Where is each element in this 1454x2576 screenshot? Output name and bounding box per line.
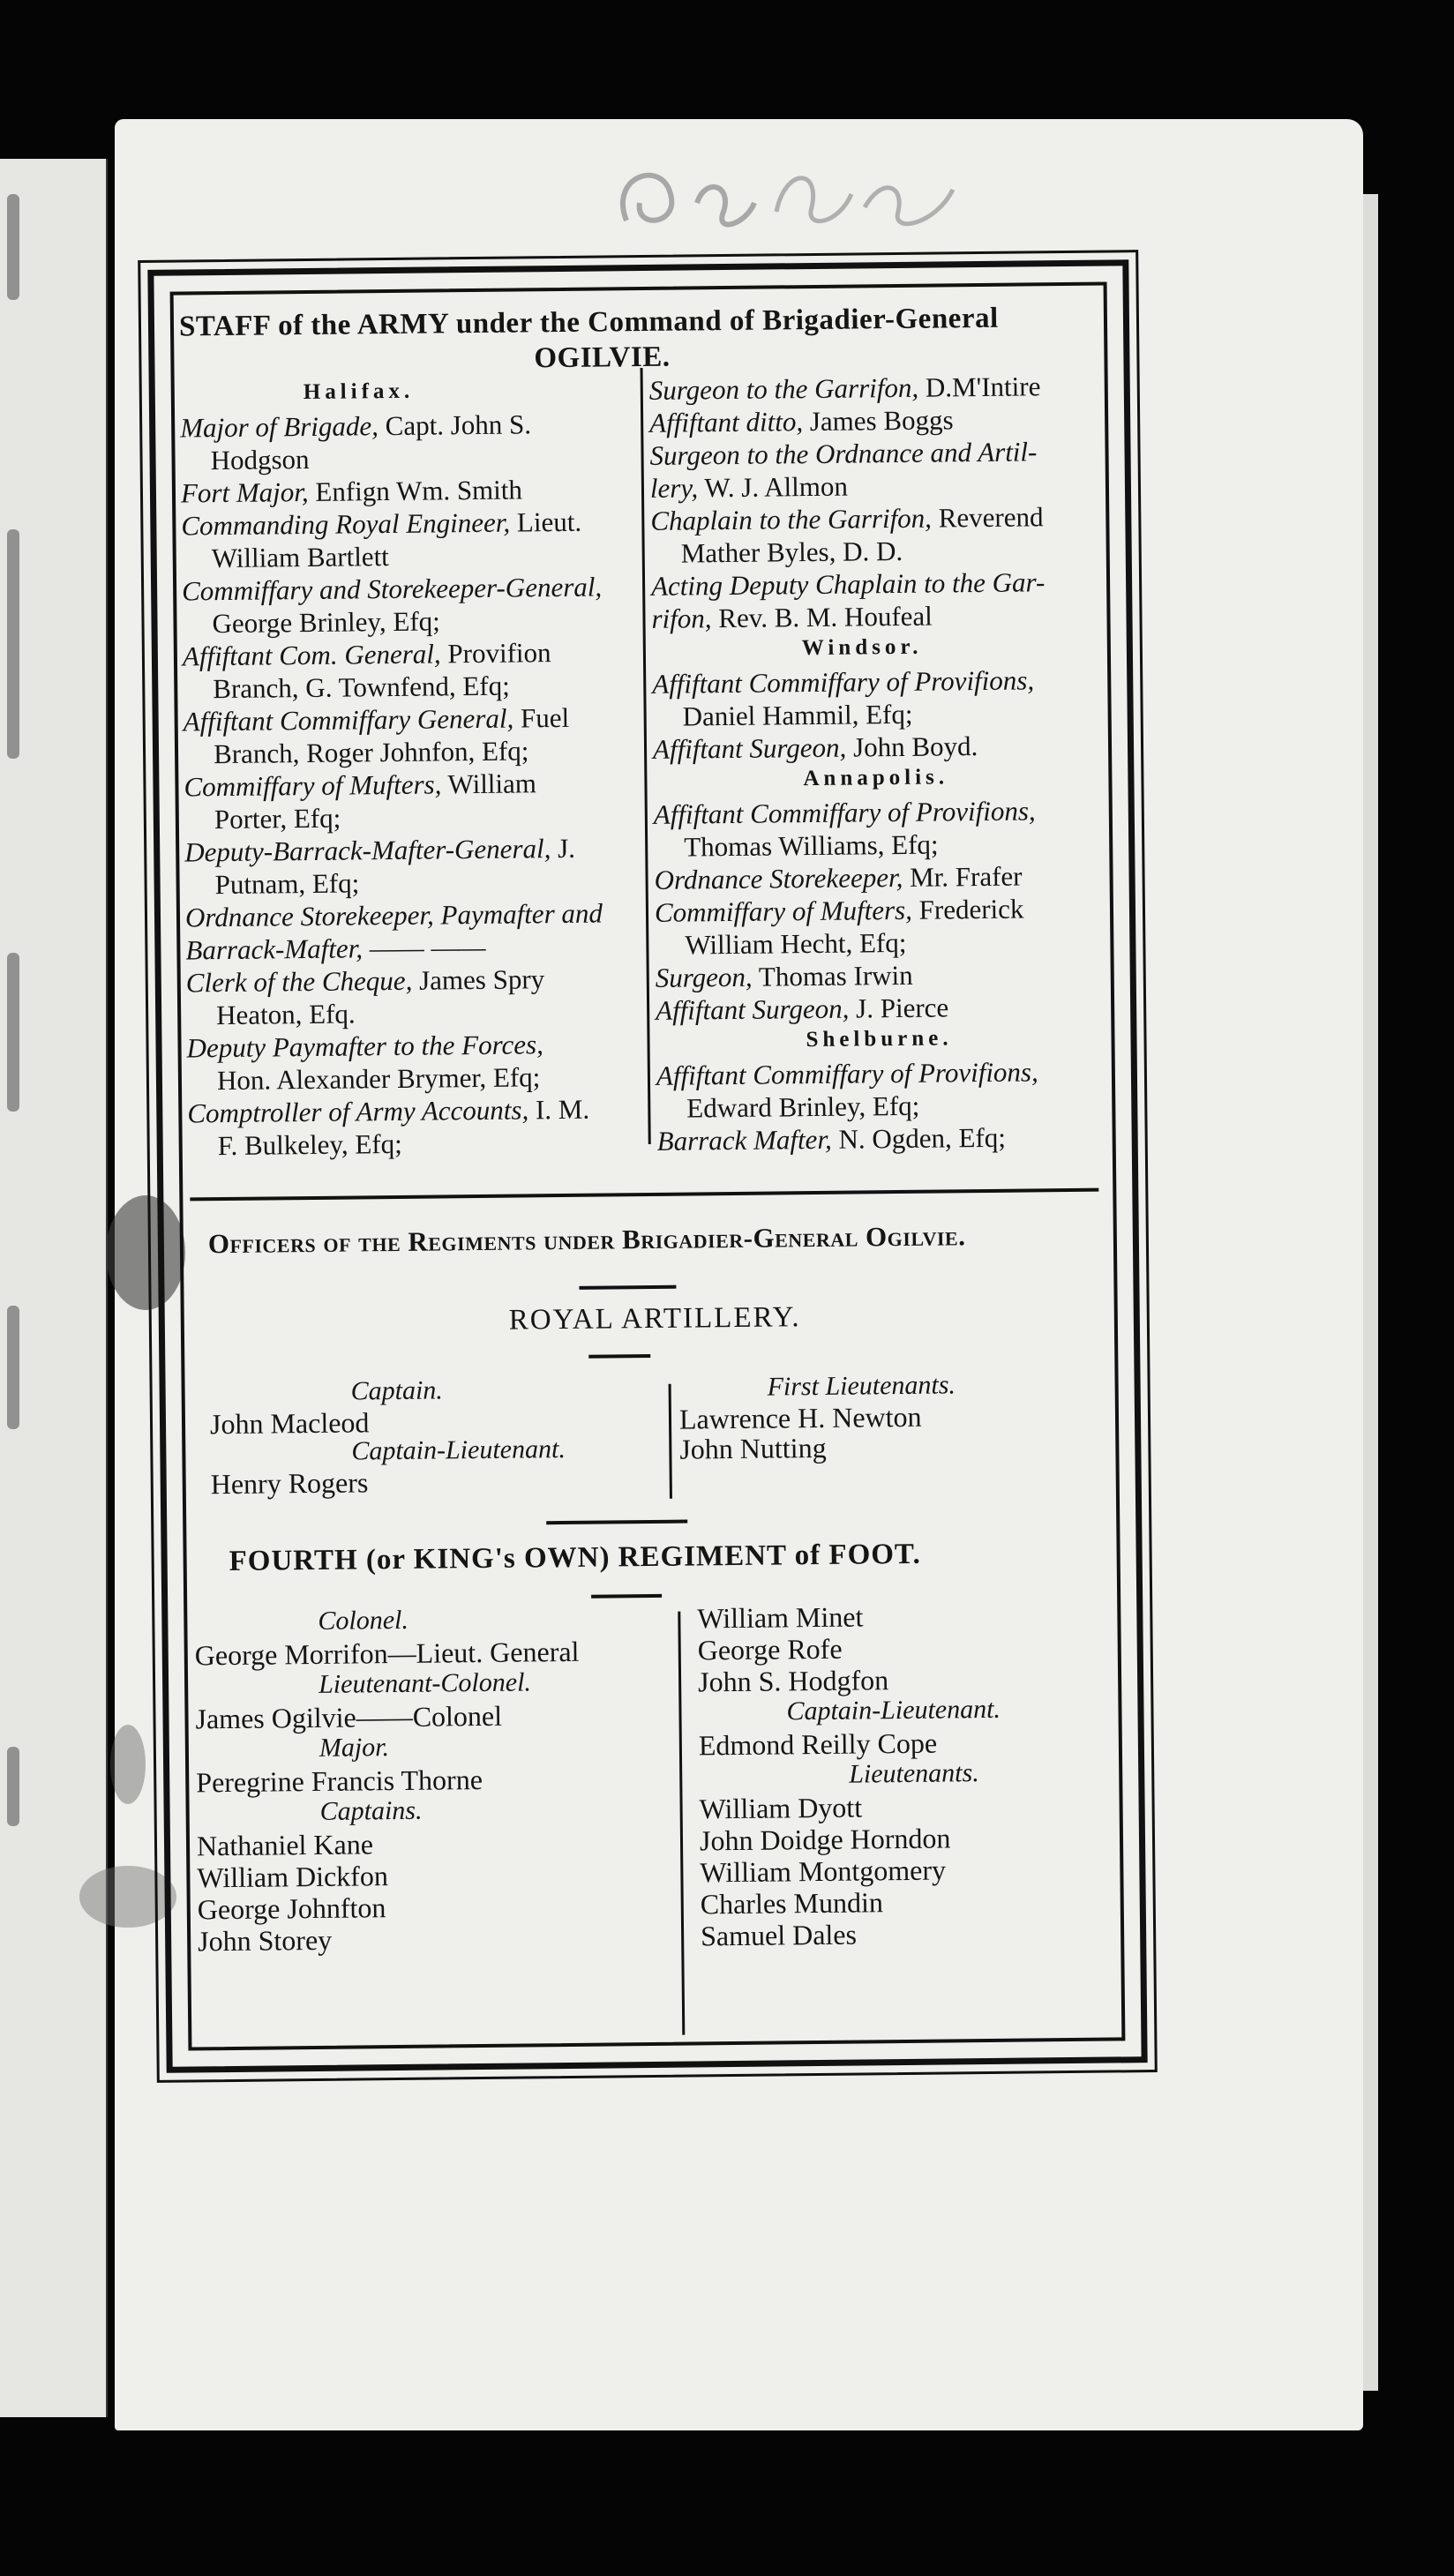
staff-entry (184, 897, 603, 933)
staff-name: Thomas Williams, Efq; (684, 828, 939, 863)
staff-role: Clerk of the Cheque, (185, 964, 413, 999)
officer-name: William Dickfon (197, 1860, 389, 1894)
place-heading: Shelburne. (806, 1026, 953, 1052)
staff-entry (649, 372, 1041, 404)
staff-entry (652, 666, 1034, 698)
staff-role: lery, (649, 472, 699, 504)
staff-name: Branch, Roger Johnfon, Efq; (213, 735, 529, 770)
officer-name: John Doidge Horndon (699, 1822, 951, 1857)
staff-entry (216, 1061, 541, 1097)
staff-entry (650, 503, 1043, 535)
officer-name: John Macleod (209, 1406, 370, 1441)
staff-name: Lieut. (516, 505, 582, 538)
officer-name: Charles Mundin (700, 1886, 884, 1921)
staff-role: Affiftant Com. General, (182, 638, 441, 672)
staff-role: Ordnance Storekeeper, Paymafter and (184, 897, 603, 933)
staff-role: Fort Major, (180, 476, 309, 509)
staff-name: William Hecht, Efq; (685, 926, 907, 961)
staff-name: John Boyd. (852, 730, 978, 763)
staff-name: William Bartlett (211, 541, 389, 574)
staff-entry (212, 605, 440, 640)
place-heading: Halifax. (303, 378, 415, 405)
staff-entry (214, 867, 360, 901)
ornament-rule (588, 1354, 650, 1359)
staff-entry (654, 797, 1036, 828)
staff-role: Surgeon to the Ordnance and Artil- (649, 436, 1038, 471)
rank-label: Captain-Lieutenant. (351, 1434, 566, 1466)
staff-entry (182, 573, 602, 605)
officer-name: William Dyott (699, 1791, 863, 1825)
staff-entry (651, 568, 1046, 600)
staff-role: Surgeon, (655, 961, 753, 993)
staff-role: Commiffary of Mufters, (184, 768, 442, 803)
staff-entry (681, 537, 903, 567)
officer-name: William Montgomery (700, 1853, 947, 1889)
rank-label: Captains. (319, 1795, 423, 1826)
staff-name: James Boggs (809, 404, 954, 438)
staff-entry (183, 701, 570, 738)
officer-name: Edmond Reilly Cope (698, 1726, 938, 1762)
staff-role: Affiftant Commiffary of Provifions, (653, 795, 1036, 830)
staff-entry (686, 1092, 919, 1122)
staff-name: F. Bulkeley, Efq; (217, 1127, 402, 1162)
staff-entry (187, 1093, 590, 1129)
staff-name: George Brinley, Efq; (212, 605, 440, 640)
left-page-edge (0, 159, 108, 2417)
officer-name: John Nutting (679, 1431, 827, 1465)
staff-entry (684, 828, 939, 863)
staff-name: Frederick (918, 893, 1024, 925)
staff-entry (184, 768, 537, 803)
foot-regiment-title: FOURTH (or KING's OWN) REGIMENT of FOOT. (229, 1538, 921, 1577)
staff-role: rifon, (651, 603, 712, 634)
staff-role: Affiftant Commiffary General, (183, 702, 514, 738)
staff-role: Major of Brigade, (180, 410, 379, 444)
staff-name: William (447, 768, 537, 800)
staff-entry (655, 992, 949, 1026)
staff-name: J. Pierce (856, 992, 949, 1024)
officer-name: John Storey (197, 1923, 333, 1958)
staff-name: —— —— (369, 931, 486, 964)
officer-name: Henry Rogers (210, 1466, 369, 1501)
staff-entry (655, 959, 913, 993)
staff-name: Edward Brinley, Efq; (686, 1090, 920, 1124)
officer-name: James Ogilvie——Colonel (195, 1699, 503, 1735)
place-heading: Annapolis. (803, 765, 949, 791)
staff-entry (217, 1127, 402, 1162)
staff-role: Comptroller of Army Accounts, (187, 1094, 529, 1129)
staff-entry (181, 505, 582, 542)
officer-name: Samuel Dales (700, 1918, 858, 1952)
officers-title: Officers of the Regiments under Brigadier-General Ogilvie. (207, 1220, 966, 1260)
staff-name: Hon. Alexander Brymer, Efq; (216, 1061, 541, 1097)
staff-name: J. (557, 832, 576, 865)
staff-role: Commiffary and Storekeeper-General, (181, 571, 603, 607)
staff-role: Acting Deputy Chaplain to the Gar- (650, 566, 1046, 602)
staff-name: Heaton, Efq. (215, 998, 356, 1031)
officer-name: George Johnfton (197, 1891, 386, 1926)
officer-name: Nathaniel Kane (196, 1828, 374, 1862)
staff-title-name: OGILVIE. (534, 341, 671, 375)
staff-entry (180, 408, 532, 444)
ornament-rule (591, 1594, 662, 1599)
place-heading: Windsor. (801, 634, 923, 661)
staff-name: Fuel (520, 701, 570, 734)
officer-name: Lawrence H. Newton (678, 1400, 922, 1435)
staff-name: Daniel Hammil, Efq; (682, 698, 913, 732)
rank-label: Major. (319, 1733, 390, 1763)
staff-entry (213, 672, 510, 703)
staff-entry (649, 470, 849, 504)
staff-name: Rev. B. M. Houfeal (718, 600, 933, 634)
staff-name: James Spry (418, 963, 545, 996)
rank-label: Lieutenants. (849, 1758, 979, 1789)
staff-role: Affiftant Commiffary of Provifions, (656, 1056, 1038, 1091)
staff-name: Thomas Irwin (758, 959, 913, 992)
staff-name: I. M. (535, 1093, 590, 1126)
staff-role: Affiftant Commiffary of Provifions, (652, 664, 1035, 700)
artillery-title: ROYAL ARTILLERY. (508, 1301, 801, 1337)
staff-entry (655, 895, 1024, 926)
staff-entry (185, 963, 545, 999)
staff-entry (653, 732, 978, 763)
staff-name: W. J. Allmon (704, 470, 849, 504)
staff-role: Surgeon to the Garrifon, (648, 371, 919, 406)
staff-name: Enfign Wm. Smith (315, 474, 523, 507)
staff-role: Chaplain to the Garrifon, (650, 502, 933, 536)
staff-entry (656, 1058, 1038, 1090)
staff-entry (212, 543, 389, 572)
staff-name: Porter, Efq; (214, 802, 341, 835)
staff-name: Reverend (938, 501, 1044, 534)
rank-label: Colonel. (318, 1605, 409, 1636)
staff-entry (210, 443, 310, 476)
staff-role: Ordnance Storekeeper, (654, 861, 903, 895)
staff-role: Deputy Paymafter to the Forces, (186, 1029, 544, 1064)
staff-entry (649, 438, 1037, 469)
rank-label: Captain. (350, 1375, 444, 1406)
staff-entry (654, 860, 1023, 895)
staff-entry (649, 406, 954, 437)
staff-entry (214, 737, 529, 768)
staff-entry (656, 1121, 1007, 1157)
staff-name: Mather Byles, D. D. (680, 535, 903, 569)
staff-entry (180, 474, 523, 509)
staff-role: Affiftant Surgeon, (652, 731, 847, 765)
staff-role: Barrack-Mafter, (185, 932, 364, 966)
staff-entry (186, 1029, 544, 1064)
officer-name: William Minet (697, 1600, 864, 1635)
rank-label: Captain-Lieutenant. (786, 1694, 1001, 1726)
officer-name: George Morrifon—Lieut. General (194, 1635, 580, 1672)
staff-role: Affiftant Surgeon, (655, 992, 850, 1026)
staff-name: Mr. Frafer (909, 860, 1023, 893)
staff-entry (185, 933, 485, 964)
rank-label: Lieutenant-Colonel. (318, 1667, 532, 1699)
staff-role: Barrack Mafter, (656, 1123, 832, 1157)
staff-entry (216, 1000, 356, 1029)
staff-entry (682, 700, 912, 730)
staff-name: Capt. John S. (385, 408, 532, 442)
document-frame (147, 259, 1147, 2073)
staff-entry (685, 926, 907, 961)
staff-role: Affiftant ditto, (648, 406, 804, 438)
officer-name: Peregrine Francis Thorne (196, 1763, 483, 1799)
staff-name: Branch, G. Townfend, Efq; (213, 670, 510, 705)
officer-name: George Rofe (697, 1632, 843, 1666)
staff-name: N. Ogden, Efq; (838, 1121, 1007, 1155)
officer-name: John S. Hodgfon (697, 1664, 889, 1698)
staff-name: Hodgson (210, 443, 310, 476)
staff-entry (651, 600, 933, 634)
staff-entry (214, 802, 341, 835)
handwritten-signature (600, 141, 971, 256)
staff-role: Commanding Royal Engineer, (181, 506, 511, 542)
staff-role: Commiffary of Mufters, (654, 894, 913, 928)
staff-name: Provifion (447, 637, 551, 670)
staff-entry (183, 639, 551, 670)
staff-title: STAFF of the ARMY under the Command of Brigadier-General (178, 302, 999, 343)
staff-name: D.M'Intire (925, 371, 1041, 403)
staff-name: Putnam, Efq; (214, 867, 360, 901)
rank-label: First Lieutenants. (767, 1370, 956, 1402)
staff-entry (184, 832, 576, 868)
staff-role: Deputy-Barrack-Mafter-General, (184, 833, 551, 868)
